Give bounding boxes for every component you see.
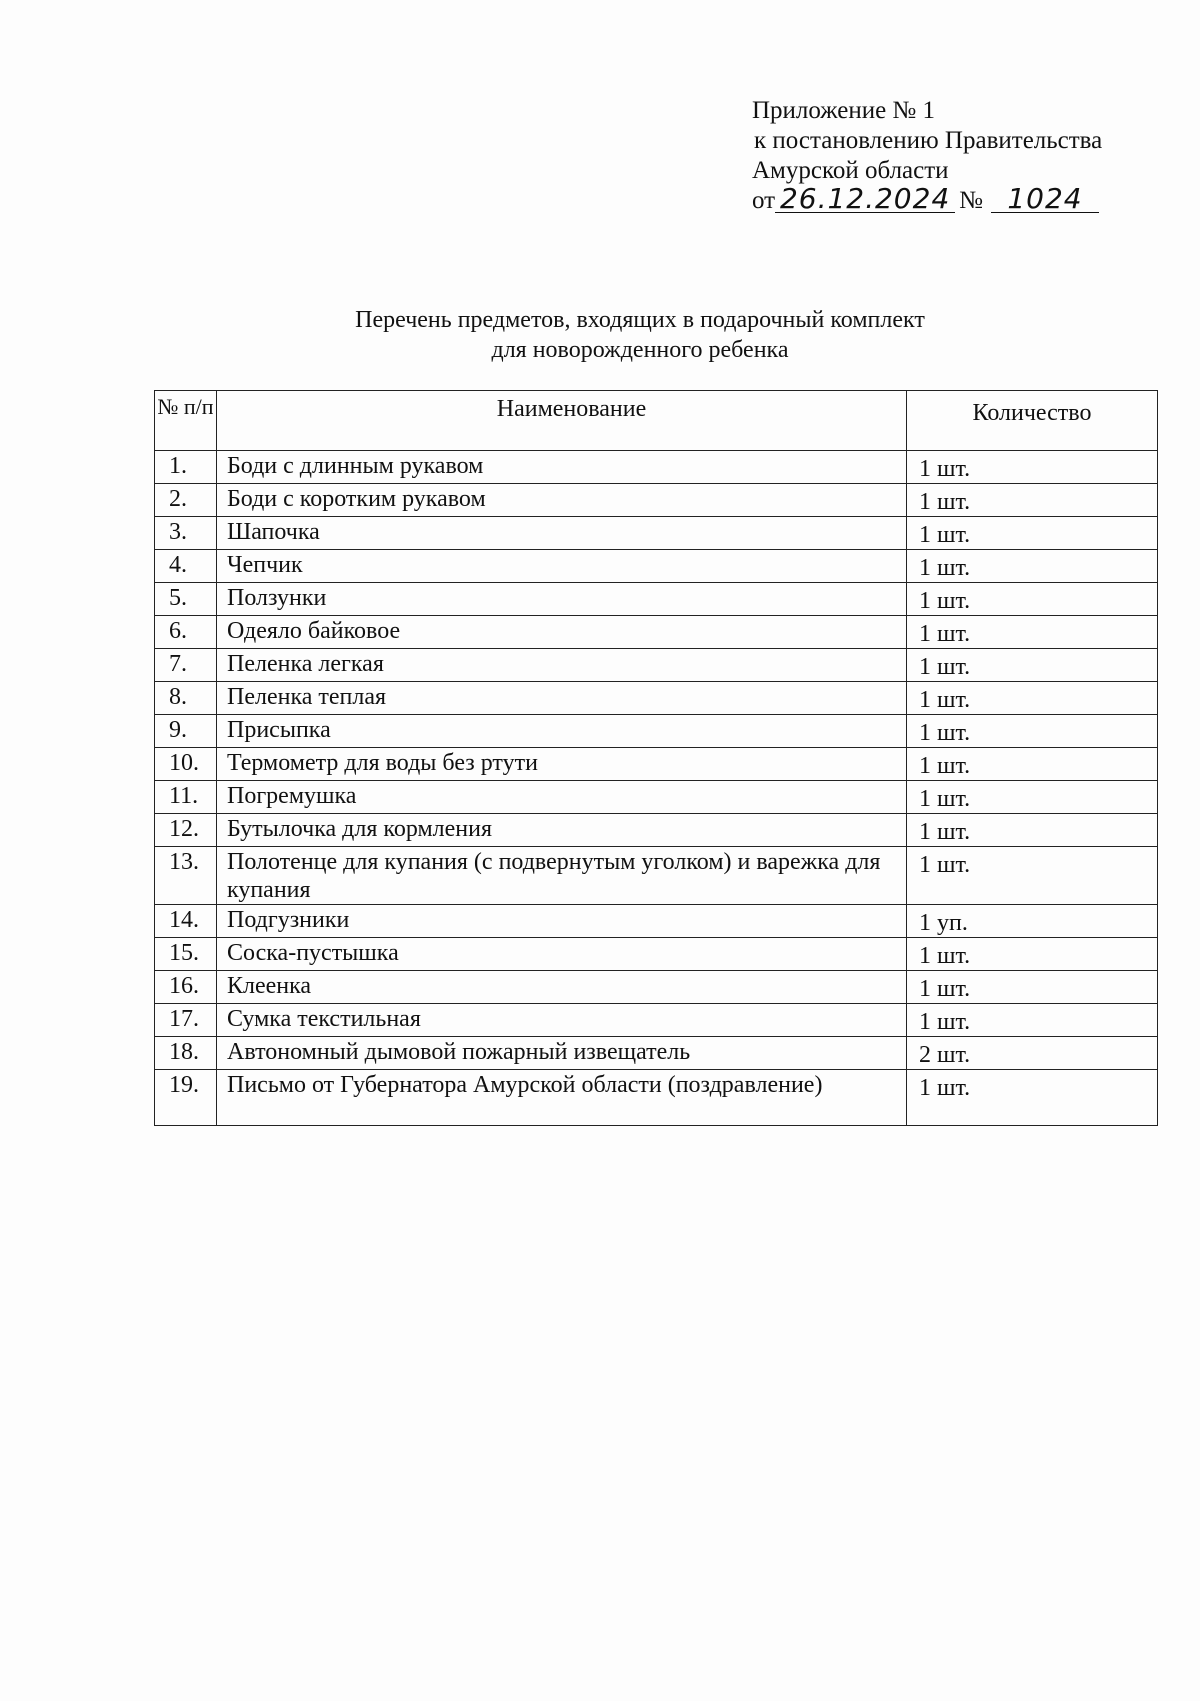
row-quantity: 1 шт. bbox=[907, 1004, 1158, 1037]
row-name: Бутылочка для кормления bbox=[217, 814, 907, 847]
row-number: 9. bbox=[155, 715, 217, 748]
row-number: 4. bbox=[155, 550, 217, 583]
appendix-resolution: к постановлению Правительства bbox=[754, 127, 1103, 154]
header-qty: Количество bbox=[907, 391, 1158, 451]
row-quantity: 1 шт. bbox=[907, 847, 1158, 905]
row-number: 8. bbox=[155, 682, 217, 715]
row-quantity: 1 шт. bbox=[907, 938, 1158, 971]
row-quantity: 1 шт. bbox=[907, 616, 1158, 649]
row-quantity: 1 шт. bbox=[907, 451, 1158, 484]
table-row bbox=[155, 905, 1158, 938]
row-number: 11. bbox=[155, 781, 217, 814]
row-quantity: 1 шт. bbox=[907, 649, 1158, 682]
row-name: Погремушка bbox=[217, 781, 907, 814]
row-name: Пеленка легкая bbox=[217, 649, 907, 682]
row-quantity: 1 шт. bbox=[907, 517, 1158, 550]
row-number: 10. bbox=[155, 748, 217, 781]
row-name: Одеяло байковое bbox=[217, 616, 907, 649]
number-label: № bbox=[959, 187, 983, 214]
table-row bbox=[155, 484, 1158, 517]
header-num: № п/п bbox=[155, 391, 217, 451]
table-row bbox=[155, 847, 1158, 905]
row-name: Соска-пустышка bbox=[217, 938, 907, 971]
row-quantity: 1 шт. bbox=[907, 781, 1158, 814]
row-number: 15. bbox=[155, 938, 217, 971]
row-name: Чепчик bbox=[217, 550, 907, 583]
row-number: 2. bbox=[155, 484, 217, 517]
row-number: 6. bbox=[155, 616, 217, 649]
table-row bbox=[155, 583, 1158, 616]
handwritten-date: 26.12.2024 bbox=[775, 186, 955, 213]
date-prefix: от bbox=[752, 187, 776, 214]
table-row bbox=[155, 517, 1158, 550]
row-number: 13. bbox=[155, 847, 217, 905]
row-quantity: 1 шт. bbox=[907, 748, 1158, 781]
row-quantity: 1 шт. bbox=[907, 715, 1158, 748]
table-row bbox=[155, 1037, 1158, 1070]
row-name: Подгузники bbox=[217, 905, 907, 938]
row-name: Боди с длинным рукавом bbox=[217, 451, 907, 484]
table-row bbox=[155, 715, 1158, 748]
row-name: Автономный дымовой пожарный извещатель bbox=[217, 1037, 907, 1070]
row-name: Присыпка bbox=[217, 715, 907, 748]
row-number: 3. bbox=[155, 517, 217, 550]
header-name: Наименование bbox=[217, 391, 907, 451]
row-name: Письмо от Губернатора Амурской области (поздравление) bbox=[217, 1070, 907, 1126]
row-number: 7. bbox=[155, 649, 217, 682]
title-line-2: для новорожденного ребенка bbox=[491, 337, 789, 363]
table-row bbox=[155, 971, 1158, 1004]
table-row bbox=[155, 682, 1158, 715]
row-name: Пеленка теплая bbox=[217, 682, 907, 715]
appendix-header bbox=[752, 96, 1102, 216]
table-row bbox=[155, 814, 1158, 847]
row-name: Ползунки bbox=[217, 583, 907, 616]
row-number: 5. bbox=[155, 583, 217, 616]
row-name: Полотенце для купания (с подвернутым уголком) и варежка для купания bbox=[217, 847, 907, 905]
table-row bbox=[155, 781, 1158, 814]
row-number: 1. bbox=[155, 451, 217, 484]
row-name: Сумка текстильная bbox=[217, 1004, 907, 1037]
row-name: Термометр для воды без ртути bbox=[217, 748, 907, 781]
appendix-region: Амурской области bbox=[752, 157, 949, 184]
row-name: Клеенка bbox=[217, 971, 907, 1004]
appendix-dateline bbox=[752, 182, 1102, 216]
items-table bbox=[154, 390, 1158, 1126]
row-name: Боди с коротким рукавом bbox=[217, 484, 907, 517]
row-quantity: 1 шт. bbox=[907, 814, 1158, 847]
row-quantity: 1 уп. bbox=[907, 905, 1158, 938]
row-number: 12. bbox=[155, 814, 217, 847]
table-row bbox=[155, 748, 1158, 781]
row-number: 18. bbox=[155, 1037, 217, 1070]
table-row bbox=[155, 1070, 1158, 1126]
table-row bbox=[155, 616, 1158, 649]
table-header-row bbox=[155, 391, 1158, 451]
row-quantity: 1 шт. bbox=[907, 550, 1158, 583]
table-body bbox=[155, 451, 1158, 1126]
row-number: 14. bbox=[155, 905, 217, 938]
row-quantity: 1 шт. bbox=[907, 971, 1158, 1004]
title-line-1: Перечень предметов, входящих в подарочный комплект bbox=[355, 307, 925, 333]
row-number: 17. bbox=[155, 1004, 217, 1037]
row-quantity: 1 шт. bbox=[907, 682, 1158, 715]
row-quantity: 1 шт. bbox=[907, 484, 1158, 517]
row-quantity: 1 шт. bbox=[907, 1070, 1158, 1126]
table-row bbox=[155, 938, 1158, 971]
document-title bbox=[0, 305, 1200, 365]
row-quantity: 1 шт. bbox=[907, 583, 1158, 616]
handwritten-number: 1024 bbox=[991, 186, 1099, 213]
table-row bbox=[155, 649, 1158, 682]
table-row bbox=[155, 1004, 1158, 1037]
row-name: Шапочка bbox=[217, 517, 907, 550]
row-number: 16. bbox=[155, 971, 217, 1004]
row-number: 19. bbox=[155, 1070, 217, 1126]
row-quantity: 2 шт. bbox=[907, 1037, 1158, 1070]
table-row bbox=[155, 451, 1158, 484]
table-row bbox=[155, 550, 1158, 583]
appendix-title: Приложение № 1 bbox=[752, 97, 936, 124]
